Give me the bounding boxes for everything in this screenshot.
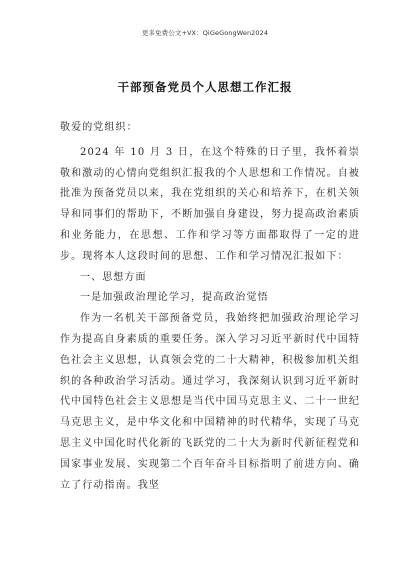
subsection-heading: 一是加强政治理论学习，提高政治觉悟 [80,292,269,304]
document-body [60,118,360,496]
header-promo-note: 更多免费公文+VX：QiGeGongWen2024 [141,29,269,37]
section-heading: 一、思想方面 [80,271,147,283]
intro-paragraph: 2024 年 10 月 3 日，在这个特殊的日子里，我怀着崇敬和激动的心情向党组织汇报我的个人思想和工作情况。自被批准为预备党员以来，我在党组织的关心和培养下，在机关领导和同事们的帮助下，不断加强自身建设，努力提高政治素质和业务能力，在思想、工作和学习等方面都取得了一定的进步。现将本人这段时间的思想、工作和学习情况汇报如下： [60,146,360,262]
salutation: 敬爱的党组织： [60,122,138,133]
body-paragraph: 作为一名机关干部预备党员，我始终把加强政治理论学习作为提高自身素质的重要任务。深入学习习近平新时代中国特色社会主义思想，认真领会党的二十大精神，积极参加机关组织的各种政治学习活动。通过学习，我深刻认识到习近平新时代中国特色社会主义思想是当代中国马克思主义、二十一世纪马克思主义，是中华文化和中国精神的时代精华，实现了马克思主义中国化时代化新的飞跃党的二十大为新时代新征程党和国家事业发展、实现第二个百年奋斗目标指明了前进方向、确立了行动指南。我坚 [60,313,360,491]
document-title: 干部预备党员个人思想工作汇报 [117,80,293,94]
